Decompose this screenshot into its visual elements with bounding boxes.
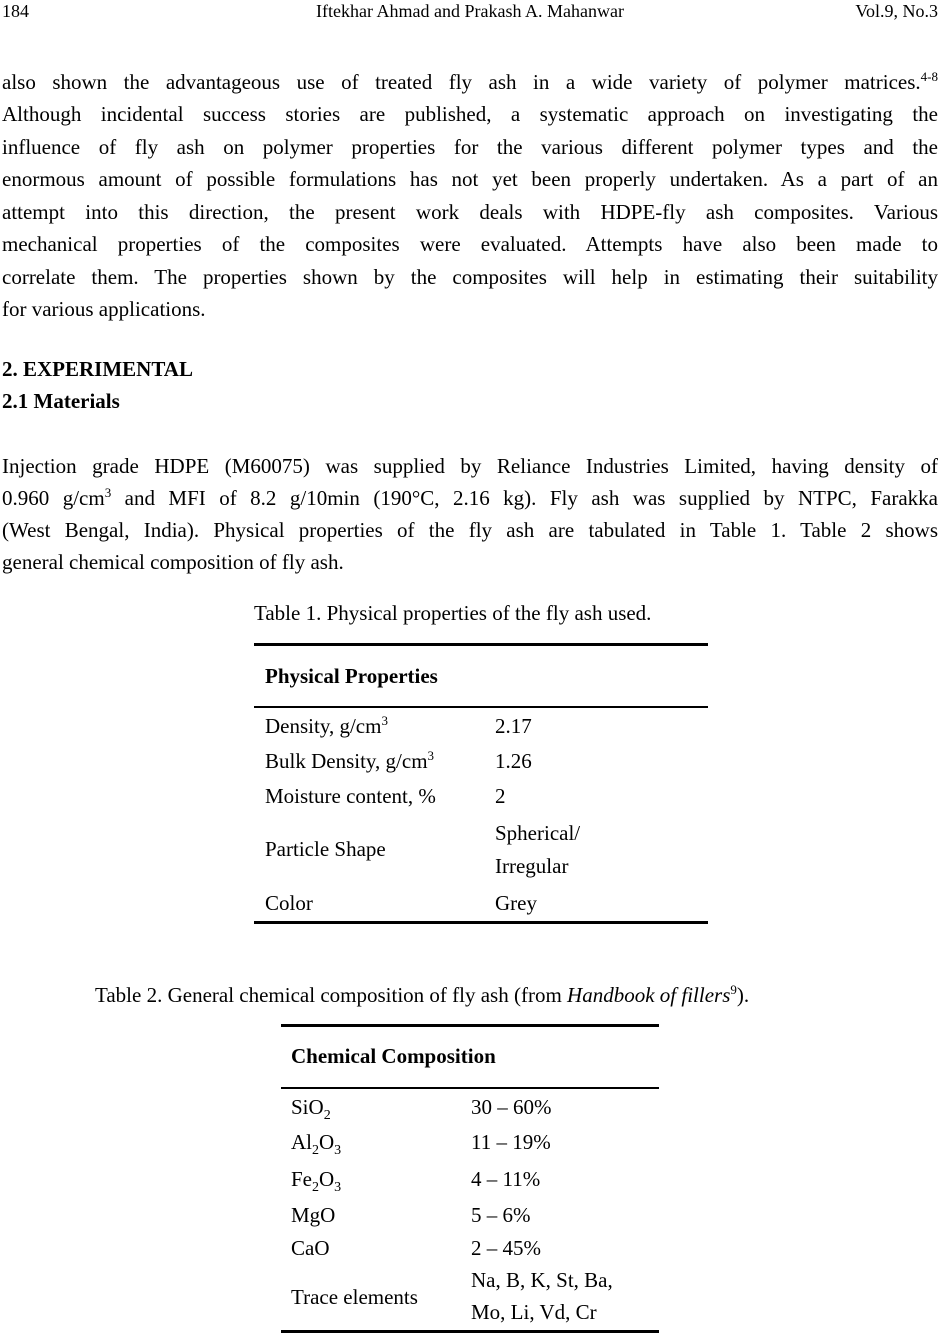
property-label: Density, $g/cm^3$	[265, 713, 388, 738]
journal-volume: Vol.9, No.3	[855, 1, 938, 21]
table2-caption: Table 2. General chemical composition of fly ash (from Handbook of fillers$^9$).	[95, 982, 750, 1007]
property-label: Color	[265, 891, 313, 915]
property-value: 1.26	[495, 749, 532, 773]
property-value: Grey	[495, 891, 537, 915]
compound-label: SiO$_2$	[291, 1095, 331, 1124]
compound-value: 11 – 19%	[471, 1130, 551, 1154]
materials-line: general chemical composition of fly ash.	[2, 550, 344, 574]
table1-bottom-rule	[254, 921, 708, 924]
property-label: Particle Shape	[265, 837, 386, 861]
table2-bottom-rule	[281, 1330, 659, 1333]
property-value: 2.17	[495, 714, 532, 738]
intro-line: attempt into this direction, the present work deals with HDPE-fly ash composites. Various	[2, 200, 938, 224]
property-label: Moisture content, %	[265, 784, 436, 808]
compound-value: 30 – 60%	[471, 1095, 552, 1119]
property-label: Bulk Density, $g/cm^3$	[265, 748, 435, 773]
compound-value-cont: Mo, Li, Vd, Cr	[471, 1300, 597, 1324]
compound-value: 5 – 6%	[471, 1203, 531, 1227]
section-heading: 2. EXPERIMENTAL	[2, 357, 193, 381]
compound-label: MgO	[291, 1203, 336, 1227]
compound-label: CaO	[291, 1236, 330, 1260]
property-value-cont: Irregular	[495, 854, 569, 878]
materials-line: Injection grade HDPE (M60075) was supplied by Reliance Industries Limited, having density of	[2, 454, 938, 478]
property-value: Spherical/	[495, 821, 581, 845]
table1-header-rule	[254, 706, 708, 708]
compound-value: 4 – 11%	[471, 1167, 541, 1191]
intro-line: for various applications.	[2, 297, 206, 321]
running-header	[2, 0, 938, 24]
intro-line: also shown the advantageous use of treated fly ash in a wide variety of polymer matrices.$^{4-8}$	[2, 69, 938, 94]
compound-value: Na, B, K, St, Ba,	[471, 1268, 613, 1292]
running-authors: Iftekhar Ahmad and Prakash A. Mahanwar	[316, 1, 624, 21]
subsection-heading: 2.1 Materials	[2, 389, 120, 413]
intro-line: correlate them. The properties shown by the composites will help in estimating their suitability	[2, 265, 938, 289]
table1-caption: Table 1. Physical properties of the fly ash used.	[254, 601, 652, 625]
compound-label: $Fe_2O_3$	[291, 1167, 342, 1196]
materials-line: (West Bengal, India). Physical properties of the fly ash are tabulated in Table 1. Table 2 shows	[2, 518, 938, 542]
intro-line: enormous amount of possible formulations has not yet been properly undertaken. As a part of an	[2, 167, 938, 191]
table2-top-rule	[281, 1024, 659, 1027]
compound-label: $Al_2O_3$	[291, 1130, 342, 1159]
intro-line: Although incidental success stories are published, a systematic approach on investigating the	[2, 102, 938, 126]
intro-line: influence of fly ash on polymer properties for the various different polymer types and the	[2, 135, 938, 159]
citation-ref: 4-8	[920, 69, 938, 84]
table1-top-rule	[254, 643, 708, 646]
compound-value: 2 – 45%	[471, 1236, 541, 1260]
materials-line: 0.960 $g/cm^3$ and MFI of 8.2 g/10min (190°C, 2.16 kg). Fly ash was supplied by NTPC, Farakka	[2, 485, 938, 510]
table2-header: Chemical Composition	[291, 1044, 496, 1068]
page-number: 184	[2, 1, 29, 21]
intro-line: mechanical properties of the composites were evaluated. Attempts have also been made to	[2, 232, 938, 256]
compound-label: Trace elements	[291, 1285, 418, 1309]
property-value: 2	[495, 784, 506, 808]
table1-header: Physical Properties	[265, 664, 438, 688]
table2-header-rule	[281, 1087, 659, 1089]
